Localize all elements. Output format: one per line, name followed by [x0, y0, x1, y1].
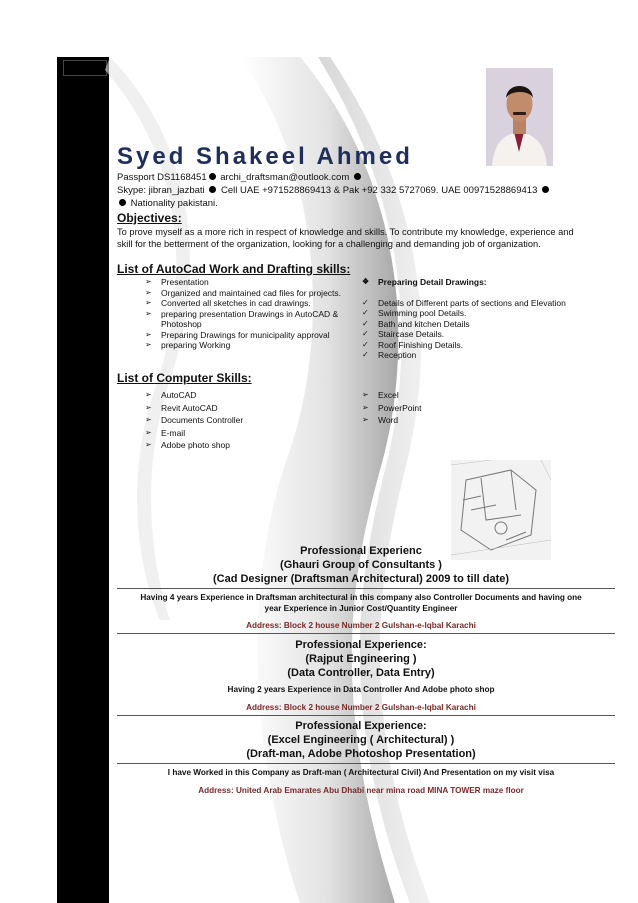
divider	[117, 763, 615, 764]
experience-3-role: (Draft-man, Adobe Photoshop Presentation)	[246, 748, 476, 760]
computer-skills-right-list	[362, 389, 512, 427]
bullet-dot-icon	[542, 186, 549, 193]
skype-text: Skype: jibran_jazbati	[117, 185, 205, 196]
contact-line-2	[117, 185, 551, 196]
arrow-bullet-icon: ➢	[145, 440, 152, 449]
check-icon: ✓	[362, 329, 369, 338]
passport-text: Passport DS1168451	[117, 172, 207, 183]
experience-1-role: (Cad Designer (Draftsman Architectural) 2009 to till date)	[212, 573, 510, 585]
check-icon: ✓	[362, 308, 369, 317]
list-item: ➢ Converted all sketches in cad drawings.	[145, 298, 311, 308]
arrow-bullet-icon: ➢	[362, 390, 369, 399]
objectives-line: To prove myself as a more rich in respect of knowledge and skills. To contribute my knowledge, experience and	[117, 227, 574, 237]
list-item: ✓ Bath and kitchen Details	[362, 318, 470, 329]
list-item: ✓ Reception	[362, 350, 417, 360]
arrow-bullet-icon: ➢	[145, 329, 152, 339]
list-item: ➢ E-mail	[145, 427, 186, 438]
list-item: ➢ preparing presentation Drawings in AutoCAD &	[145, 308, 339, 319]
experience-3-company: (Excel Engineering ( Architectural) )	[267, 734, 455, 746]
contact-line-1	[117, 172, 363, 183]
arrow-bullet-icon: ➢	[362, 402, 369, 412]
list-item: ➢ Organized and maintained cad files for projects.	[145, 287, 342, 298]
check-icon: ✓	[362, 339, 369, 349]
check-icon: ✓	[362, 297, 369, 307]
list-item: ➢ Presentation	[145, 277, 209, 287]
experience-3-address: Address: United Arab Emarates Abu Dhabi near mina road MINA TOWER maze floor	[198, 786, 524, 795]
nationality-text: Nationality pakistani.	[130, 198, 218, 209]
objectives-line: skill for the betterment of the organization, looking for a challenging and demanding job of organization.	[117, 239, 541, 249]
arrow-bullet-icon: ➢	[145, 415, 152, 424]
list-item: ➢ preparing Working	[145, 340, 231, 350]
check-icon: ✓	[362, 318, 369, 328]
arrow-bullet-icon: ➢	[145, 308, 152, 318]
description-line: year Experience in Junior Cost/Quantity Engineer	[264, 604, 458, 613]
divider	[117, 588, 615, 589]
bullet-dot-icon	[209, 186, 216, 193]
list-item: ✓ Staircase Details.	[362, 329, 445, 339]
list-item: ✓ Swimming pool Details.	[362, 308, 467, 318]
bullet-dot-icon	[209, 173, 216, 180]
list-item: ➢ Excel	[362, 390, 399, 400]
experience-3-description: I have Worked in this Company as Draft-man ( Architectural Civil) And Presentation on my visit visa	[167, 768, 555, 777]
list-item: ➢ Adobe photo shop	[145, 440, 231, 450]
experience-2-title: Professional Experience:	[295, 639, 427, 651]
experience-3-title: Professional Experience:	[295, 720, 427, 732]
autocad-skills-heading: List of AutoCad Work and Drafting skills:	[117, 262, 351, 276]
right-list-heading: ❖ Preparing Detail Drawings:	[362, 277, 487, 287]
bullet-dot-icon	[119, 199, 126, 206]
experience-2-address: Address: Block 2 house Number 2 Gulshan-e-Iqbal Karachi	[246, 703, 476, 712]
cell-text: Cell UAE +971528869413 & Pak +92 332 5727069. UAE 00971528869413	[220, 185, 538, 196]
list-item: ➢ Preparing Drawings for municipality approval	[145, 329, 330, 340]
list-item-continued: Photoshop	[161, 319, 202, 329]
divider	[117, 633, 615, 634]
check-icon: ✓	[362, 350, 369, 359]
bullet-dot-icon	[354, 173, 361, 180]
objectives-text	[117, 226, 597, 250]
list-item: ➢ Word	[362, 415, 399, 425]
arrow-bullet-icon: ➢	[145, 340, 152, 349]
arrow-bullet-icon: ➢	[145, 277, 152, 286]
experience-2-description: Having 2 years Experience in Data Controller And Adobe photo shop	[227, 685, 495, 694]
description-line: Having 4 years Experience in Draftsman architectural in this company also Controller Documents and having one	[140, 593, 582, 602]
computer-skills-heading: List of Computer Skills:	[117, 371, 252, 385]
diamond-bullet-icon: ❖	[362, 277, 370, 286]
list-item: ➢ PowerPoint	[362, 402, 422, 413]
candidate-name: Syed Shakeel Ahmed	[117, 143, 413, 170]
list-item: ➢ Revit AutoCAD	[145, 402, 218, 413]
experience-1-company: (Ghauri Group of Consultants )	[280, 559, 442, 571]
experience-2-role: (Data Controller, Data Entry)	[287, 667, 435, 679]
list-item: ✓ Roof Finishing Details.	[362, 339, 464, 350]
experience-1-title: Professional Experienc	[300, 545, 422, 557]
objectives-heading: Objectives:	[117, 211, 182, 225]
divider	[117, 715, 615, 716]
email-link[interactable]: archi_draftsman@outlook.com	[220, 172, 350, 183]
contact-line-3	[117, 198, 218, 209]
experience-1-address: Address: Block 2 house Number 2 Gulshan-e-Iqbal Karachi	[246, 621, 476, 630]
arrow-bullet-icon: ➢	[145, 402, 152, 412]
list-item: ➢ Documents Controller	[145, 415, 244, 425]
autocad-skills-left-list	[145, 277, 355, 351]
experience-1-description	[107, 592, 615, 614]
computer-skills-left-list	[145, 389, 345, 452]
arrow-bullet-icon: ➢	[145, 287, 152, 297]
list-item: ✓ Details of Different parts of sections and Elevation	[362, 297, 566, 308]
list-item: ➢ AutoCAD	[145, 390, 197, 400]
experience-2-company: (Rajput Engineering )	[305, 653, 417, 665]
arrow-bullet-icon: ➢	[362, 415, 369, 424]
arrow-bullet-icon: ➢	[145, 390, 152, 399]
arrow-bullet-icon: ➢	[145, 298, 152, 307]
arrow-bullet-icon: ➢	[145, 427, 152, 437]
autocad-skills-right-list	[362, 277, 602, 361]
